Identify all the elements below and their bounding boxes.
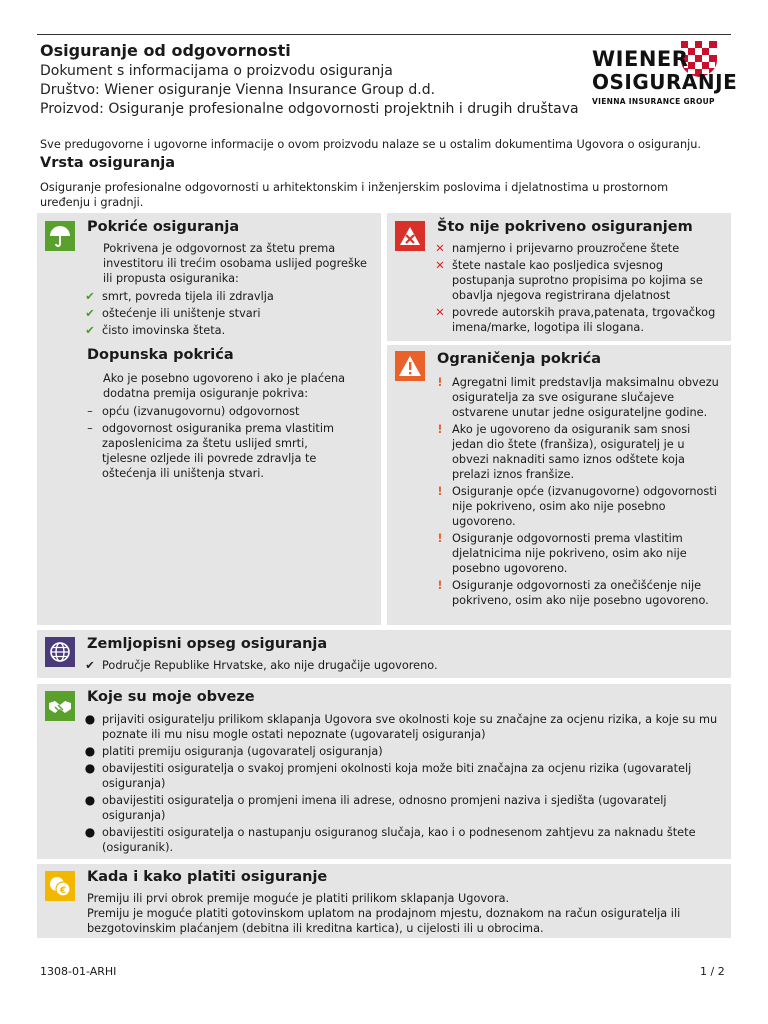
dash-marker: – (87, 405, 93, 418)
bullet-marker: ● (84, 712, 96, 726)
intro-text: Sve predugovorne i ugovorne informacije o ovom proizvodu nalaze se u ostalim dokumentima Ugovora o osiguranju. (40, 138, 701, 151)
umbrella-icon (45, 221, 75, 251)
exclamation-icon: ! (437, 579, 443, 592)
dopunska-heading: Dopunska pokrića (87, 347, 234, 363)
exclamation-icon: ! (437, 423, 443, 436)
svg-text:€: € (59, 886, 67, 896)
list-item: ! Osiguranje odgovornosti prema vlastitim djelatnicima nije pokriveno, osim ako nije posebno ugovoreno. (433, 531, 723, 576)
document-title: Osiguranje od odgovornosti (40, 41, 291, 60)
nije-pokriveno-panel (387, 213, 731, 341)
bullet-marker: ● (84, 825, 96, 839)
obveze-list (83, 712, 728, 857)
placanje-panel (37, 864, 731, 938)
dash-marker: – (87, 422, 93, 435)
dopunska-text: Ako je posebno ugovoreno i ako je plaćena dodatna premija osiguranje pokriva: (103, 372, 346, 400)
placanje-line1: Premiju ili prvi obrok premije moguće je platiti prilikom sklapanja Ugovora. (87, 892, 510, 905)
placanje-heading: Kada i kako platiti osiguranje (87, 869, 328, 885)
check-icon: ✔ (85, 307, 95, 320)
list-item: ✕ povrede autorskih prava,patenata, trgovačkog imena/marke, logotipa ili slogana. (433, 305, 723, 335)
list-item: ✔ oštećenje ili uništenje stvari (83, 306, 373, 321)
pokrice-heading: Pokriće osiguranja (87, 219, 240, 235)
top-rule (37, 34, 731, 35)
list-item: ● platiti premiju osiguranja (ugovaratelj osiguranja) (84, 744, 383, 758)
product-line: Proizvod: Osiguranje profesionalne odgovornosti projektnih i drugih društava (40, 101, 579, 117)
list-item: ✔ Područje Republike Hrvatske, ako nije drugačije ugovoreno. (83, 658, 683, 673)
globe-icon (45, 637, 75, 667)
bullet-marker: ● (84, 761, 96, 775)
ogranicenja-list (433, 375, 723, 610)
cross-icon: ✕ (435, 306, 445, 319)
wiener-logo (590, 40, 738, 110)
zemljopisni-panel (37, 630, 731, 678)
pokrice-panel (37, 213, 381, 625)
exclamation-icon: ! (437, 532, 443, 545)
vrsta-text: Osiguranje profesionalne odgovornosti u arhitektonskim i inženjerskim poslovima i djelatnostima u prostornom uređenju i gradnji. (40, 181, 669, 209)
handshake-icon (45, 691, 75, 721)
warning-icon (395, 351, 425, 381)
placanje-line2: Premiju je moguće platiti gotovinskom uplatom na prodajnom mjestu, doznakom na račun osiguratelja ili bezgotovinskim plaćanjem (debitna ili kreditna kartica), u cijelosti ili u obrocima. (87, 907, 681, 935)
logo-wiener: WIENER (592, 47, 689, 71)
list-item: ✕ namjerno i prijevarno prouzročene štete (433, 241, 723, 256)
list-item: ! Ako je ugovoreno da osiguranik sam snosi jedan dio štete (franšiza), osiguratelj je u obvezi naknaditi samo iznos odštete koja prelazi iznos franšize. (433, 422, 723, 482)
check-icon: ✔ (85, 324, 95, 337)
company-line: Društvo: Wiener osiguranje Vienna Insurance Group d.d. (40, 82, 436, 98)
list-item: ! Osiguranje opće (izvanugovorne) odgovornosti nije pokriveno, osim ako nije posebno ugovoreno. (433, 484, 723, 529)
list-item: ✕ štete nastale kao posljedica svjesnog postupanja suprotno propisima po kojima se obavlja njegova registrirana djelatnost (433, 258, 723, 303)
logo-osiguranje: OSIGURANJE (592, 70, 738, 94)
ogranicenja-panel (387, 345, 731, 625)
check-icon: ✔ (85, 659, 95, 672)
page-number: 1 / 2 (700, 965, 725, 978)
ogranicenja-heading: Ograničenja pokrića (437, 351, 601, 367)
exclamation-icon: ! (437, 376, 443, 389)
coins-icon (45, 871, 75, 901)
pokrice-list (83, 289, 373, 340)
cross-box-icon (395, 221, 425, 251)
obveze-panel (37, 684, 731, 859)
nije-pokriveno-list (433, 241, 723, 337)
list-item: ✔ čisto imovinska šteta. (83, 323, 373, 338)
list-item: ● obavijestiti osiguratelja o svakoj promjeni okolnosti koja može biti značajna za ocjenu rizika (ugovaratelj osiguranja) (84, 761, 692, 790)
pokrice-text: Pokrivena je odgovornost za štetu prema investitoru ili trećim osobama uslijed pogreške ili propusta osiguranika: (103, 242, 367, 285)
check-icon: ✔ (85, 290, 95, 303)
document-subtitle: Dokument s informacijama o proizvodu osiguranja (40, 63, 393, 79)
vrsta-heading: Vrsta osiguranja (40, 155, 176, 171)
list-item: ! Osiguranje odgovornosti za onečišćenje nije pokriveno, osim ako nije posebno ugovoreno. (433, 578, 723, 608)
list-item: ● obavijestiti osiguratelja o nastupanju osiguranog slučaja, kao i o podnesenom zahtjevu za naknadu štete (osiguranik). (84, 825, 696, 854)
list-item: ✔ smrt, povreda tijela ili zdravlja (83, 289, 373, 304)
list-item: – odgovornost osiguranika prema vlastitim zaposlenicima za štetu uslijed smrti, tjelesne ozljede ili povrede zdravlja te oštećenja ili uništenja stvari. (83, 421, 373, 481)
obveze-heading: Koje su moje obveze (87, 689, 255, 705)
logo-vig: VIENNA INSURANCE GROUP (592, 97, 715, 106)
exclamation-icon: ! (437, 485, 443, 498)
footer-code: 1308-01-ARHI (40, 965, 117, 978)
cross-icon: ✕ (435, 242, 445, 255)
list-item: – opću (izvanugovornu) odgovornost (83, 404, 373, 419)
nije-pokriveno-heading: Što nije pokriveno osiguranjem (437, 219, 693, 235)
zemljopisni-heading: Zemljopisni opseg osiguranja (87, 636, 328, 652)
dopunska-list (83, 404, 373, 483)
zemljopisni-list (83, 658, 683, 675)
bullet-marker: ● (84, 793, 96, 807)
cross-icon: ✕ (435, 259, 445, 272)
list-item: ● prijaviti osiguratelju prilikom sklapanja Ugovora sve okolnosti koje su značajne za ocjenu rizika, a koje su mu poznate ili mu nisu mogle ostati nepoznate (ugovaratelj osiguranja) (84, 712, 718, 741)
list-item: ● obavijestiti osiguratelja o promjeni imena ili adrese, odnosno promjeni naziva i sjedišta (ugovaratelj osiguranja) (84, 793, 667, 822)
bullet-marker: ● (84, 744, 96, 758)
document-header (40, 40, 580, 119)
list-item: ! Agregatni limit predstavlja maksimalnu obvezu osiguratelja za sve osigurane slučajeve ostvarene unutar jedne osigurateljne godine. (433, 375, 723, 420)
